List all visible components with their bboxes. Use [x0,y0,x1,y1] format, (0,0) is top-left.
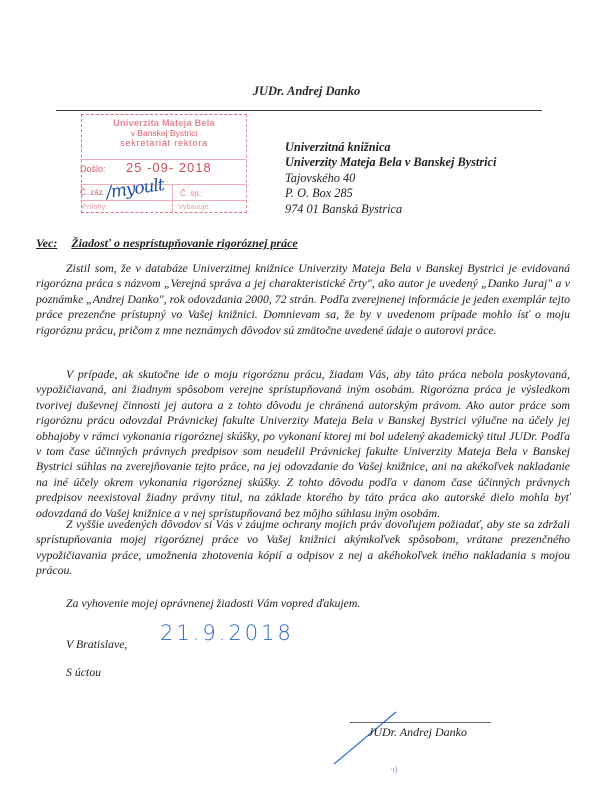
subject-label: Vec: [36,236,58,250]
stamp-office: sekretariát rektora [120,138,208,148]
stamp-handled-by-label: Vybavuje: [178,202,211,211]
addressee-block [285,140,496,217]
stamp-reg-no-label: Č. záz.: [80,188,108,197]
handwritten-date: 21.9.2018 [160,621,294,645]
stamp-institution: Univerzita Mateja Bela [113,118,215,128]
stamp-divider [80,200,246,201]
stamp-reg-no-handwritten: /myoult [104,175,166,203]
stamp-file-no-label: Č. sp.: [180,189,204,198]
stamp-divider [172,185,173,212]
stamp-received-date: 25 -09- 2018 [126,160,212,175]
letterhead-divider [56,110,542,111]
letterhead-name: JUDr. Andrej Danko [252,84,361,98]
body-paragraph [36,367,570,521]
place-label: V Bratislave, [66,637,128,651]
ink-mark: ·ı) [390,765,398,774]
thanks-line: Za vyhovenie mojej oprávnenej žiadosti Vám vopred ďakujem. [66,596,361,610]
stamp-attachments-label: Prílohy: [82,202,108,211]
paragraph-text: Z vyššie uvedených dôvodov si Vás v záujme ochrany mojich práv dovoľujem požiadať, aby ste sa zdržali sprístupňovania mojej rigoróznej práce vo Vašej knižnici akýmkoľvek spôsobom, vrátane prezenčného vypožičiavania práce, umožnenia zhotovenia kópií a odpisov z nej a akéhokoľvek iného nakladania s mojou prácou. [36,517,570,578]
paragraph-text: V prípade, ak skutočne ide o moju rigoróznu prácu, žiadam Vás, aby táto práca nebola poskytovaná, vypožičiavaná, ani žiadnym spôsobom verejne sprístupňovaná iným osobám. Rigorózna práca je výsledkom tvorivej duševnej činnosti jej autora a z tohto dôvodu je chránená autorským právom. Ako autor práce som rigoróznu prácu odovzdal Právnickej fakulte Univerzity Mateja Bela v Banskej Bystrici výlučne na účely jej obhajoby v rámci vykonania rigoróznej skúšky, po vykonaní ktorej mi bol udelený akademický titul JUDr. Podľa v tom čase účinných právnych predpisov som neudelil Právnickej fakulte Univerzity Mateja Bela v Banskej Bystrici súhlas na zverejňovanie tejto práce, na jej odovzdanie do Vašej knižnice, ani na akékoľvek nakladanie na iné účely okrem vykonania rigoróznej skúšky. Z tohto dôvodu podľa v danom čase účinných právnych predpisov neexistoval žiadny právny titul, na základe ktorého by táto práca ako autorské dielo mohla byť odovzdaná do Vašej knižnice a v nej sprístupňovaná bez môjho súhlasu iným osobám. [36,367,570,520]
paragraph-text: Zistil som, že v databáze Univerzitnej knižnice Univerzity Mateja Bela v Banskej Bystrici je evidovaná rigorózna práca s názvom „Verejná správa a jej charakteristické črty", ako autor je uvedený „Danko Juraj" a v poznámke „Andrej Danko", rok odovzdania 2000, 72 strán. Podľa zverejnenej informácie je jeden exemplár tejto práce prezenčne prístupný vo Vašej knižnici. Domnievam sa, že by v uvedenom prípade mohlo ísť o moju rigoróznu prácu, pričom z mne neznámych dôvodov sú zmätočne uvedené údaje o autorovi práce. [36,261,570,337]
addressee-city: 974 01 Banská Bystrica [285,201,403,216]
stamp-received-label: Došlo: [80,164,106,174]
received-stamp [81,114,247,213]
stamp-city: v Banskej Bystrici [130,128,198,138]
subject-line [36,236,298,251]
addressee-line: Univerzitná knižnica [285,140,391,154]
signature-name: JUDr. Andrej Danko [368,725,467,739]
addressee-pobox: P. O. Box 285 [285,186,353,201]
body-paragraph [36,261,570,338]
closing-salutation: S úctou [66,665,102,679]
addressee-line: Univerzity Mateja Bela v Banskej Bystrici [285,155,497,170]
body-paragraph [36,517,570,579]
subject-text: Žiadosť o nesprístupňovanie rigoróznej práce [71,236,298,250]
addressee-street: Tajovského 40 [285,170,356,185]
